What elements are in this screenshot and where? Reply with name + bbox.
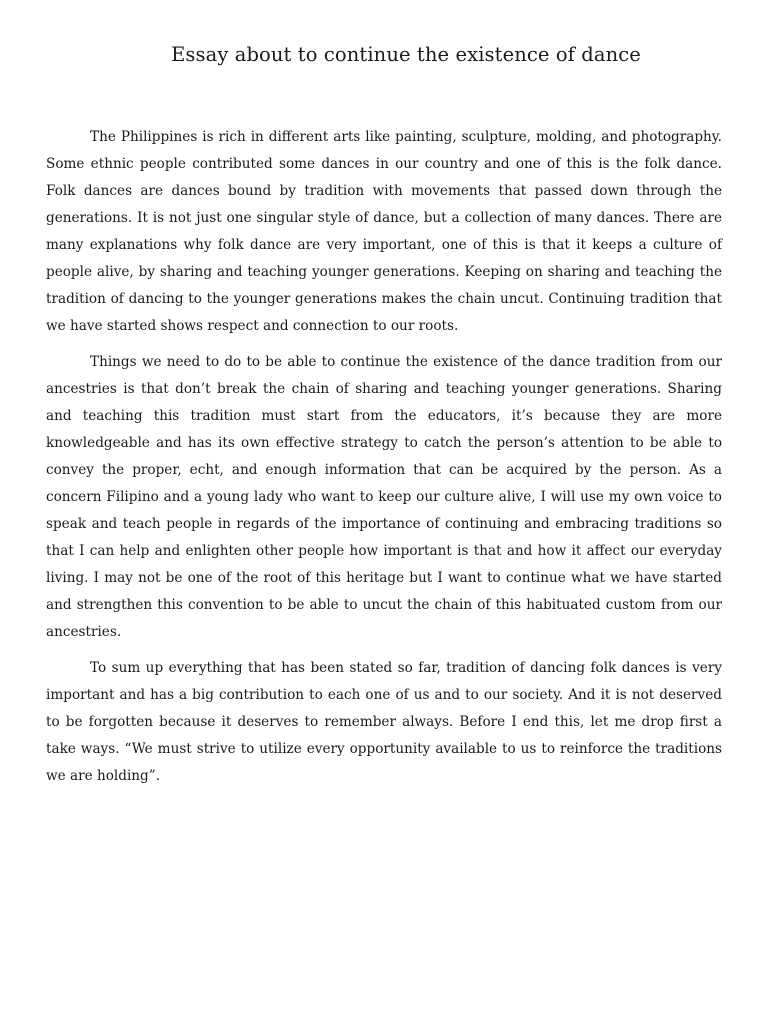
essay-paragraph-1: The Philippines is rich in different arts like painting, sculpture, molding, and photography. Some ethnic people contributed some dances in our country and one of this is the folk dance. Folk dances are dances bound by tradition with movements that passed down through the generations. It is not just one singular style of dance, but a collection of many dances. There are many explanations why folk dance are very important, one of this is that it keeps a culture of people alive, by sharing and teaching younger generations. Keeping on sharing and teaching the tradition of dancing to the younger generations makes the chain uncut. Continuing tradition that we have started shows respect and connection to our roots.: [46, 129, 722, 334]
essay-body: [46, 124, 722, 799]
essay-paragraph-2: Things we need to do to be able to continue the existence of the dance tradition from our ancestries is that don’t break the chain of sharing and teaching younger generations. Sharing and teaching this tradition must start from the educators, it’s because they are more knowledgeable and has its own effective strategy to catch the person’s attention to be able to convey the proper, echt, and enough information that can be acquired by the person. As a concern Filipino and a young lady who want to keep our culture alive, I will use my own voice to speak and teach people in regards of the importance of continuing and embracing traditions so that I can help and enlighten other people how important is that and how it affect our everyday living. I may not be one of the root of this heritage but I want to continue what we have started and strengthen this convention to be able to uncut the chain of this habituated custom from our ancestries.: [46, 354, 722, 640]
essay-paragraph-3: To sum up everything that has been stated so far, tradition of dancing folk dances is very important and has a big contribution to each one of us and to our society. And it is not deserved to be forgotten because it deserves to remember always. Before I end this, let me drop first a take ways. “We must strive to utilize every opportunity available to us to reinforce the traditions we are holding”.: [46, 660, 722, 784]
essay-title: Essay about to continue the existence of dance: [171, 43, 641, 66]
